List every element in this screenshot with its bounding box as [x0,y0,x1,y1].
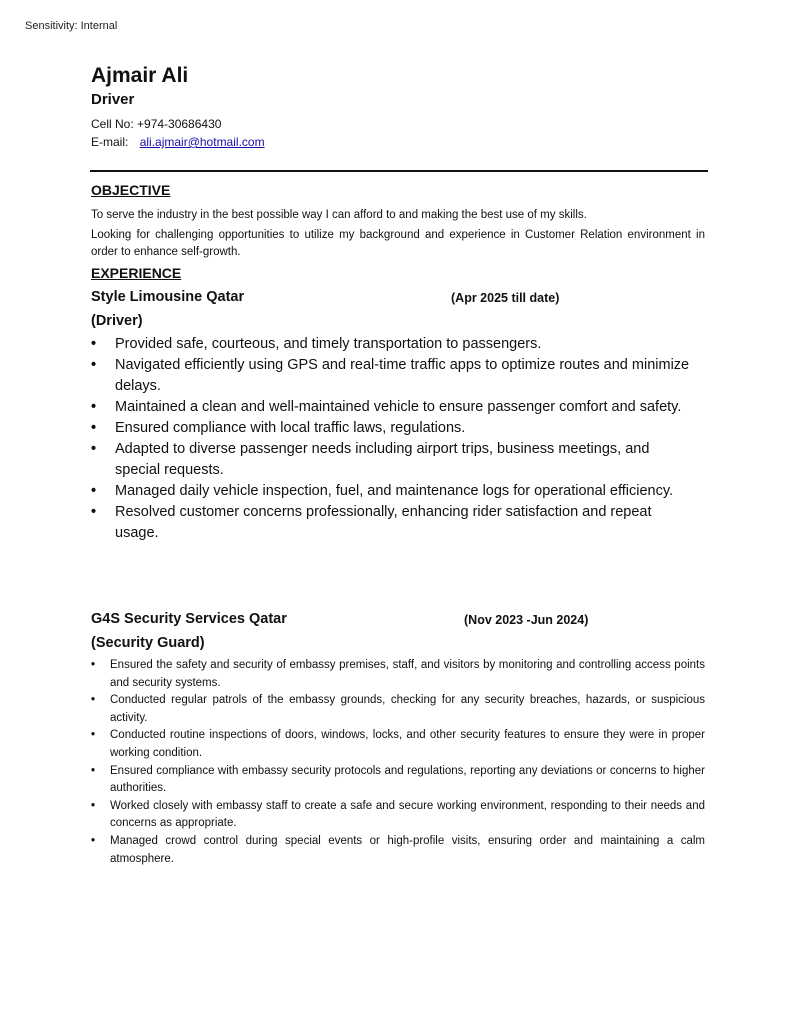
objective-paragraph: To serve the industry in the best possible way I can afford to and making the best use of my skills. [91,209,587,221]
job-bullet-list [91,657,705,868]
candidate-name: Ajmair Ali [91,64,189,87]
experience-heading: EXPERIENCE [91,265,182,281]
job-bullet: • Worked closely with embassy staff to create a safe and secure working environment, responding to their needs and concerns as appropriate. [91,798,705,833]
job-company: G4S Security Services Qatar [91,611,287,627]
job-dates: (Apr 2025 till date) [451,291,560,305]
email-label: E-mail: [91,135,129,149]
header-divider [90,170,708,172]
job-bullet: • Conducted regular patrols of the embassy grounds, checking for any security breaches, hazards, or suspicious activity. [91,692,705,727]
job-bullet: • Managed daily vehicle inspection, fuel, and maintenance logs for operational efficiency. [91,481,691,502]
job-bullet: • Navigated efficiently using GPS and real-time traffic apps to optimize routes and minimize delays. [91,355,691,397]
job-bullet: • Conducted routine inspections of doors, windows, locks, and other security features to ensure they were in proper working condition. [91,727,705,762]
job-bullet: • Ensured compliance with embassy security protocols and regulations, reporting any deviations or concerns to higher authorities. [91,763,705,798]
job-bullet: • Adapted to diverse passenger needs including airport trips, business meetings, and special requests. [91,439,691,481]
email-row [91,135,265,149]
job-role: (Security Guard) [91,635,205,651]
email-link[interactable]: ali.ajmair@hotmail.com [139,135,265,149]
job-bullet: • Ensured the safety and security of embassy premises, staff, and visitors by monitoring and controlling access points and security systems. [91,657,705,692]
job-bullet: • Provided safe, courteous, and timely transportation to passengers. [91,334,691,355]
candidate-title: Driver [91,91,135,108]
job-bullet: • Managed crowd control during special events or high-profile visits, ensuring order and maintaining a calm atmosphere. [91,833,705,868]
cell-number: Cell No: +974-30686430 [91,117,222,131]
job-bullet: • Ensured compliance with local traffic laws, regulations. [91,418,691,439]
objective-heading: OBJECTIVE [91,182,171,198]
job-role: (Driver) [91,313,143,329]
job-bullet: • Maintained a clean and well-maintained vehicle to ensure passenger comfort and safety. [91,397,691,418]
job-bullet-list [91,334,691,544]
job-bullet: • Resolved customer concerns professionally, enhancing rider satisfaction and repeat usage. [91,502,691,544]
objective-paragraph: Looking for challenging opportunities to utilize my background and experience in Customer Relation environment in order to enhance self-growth. [91,229,705,258]
job-company: Style Limousine Qatar [91,289,245,305]
job-dates: (Nov 2023 -Jun 2024) [464,613,589,627]
sensitivity-label: Sensitivity: Internal [25,20,118,32]
